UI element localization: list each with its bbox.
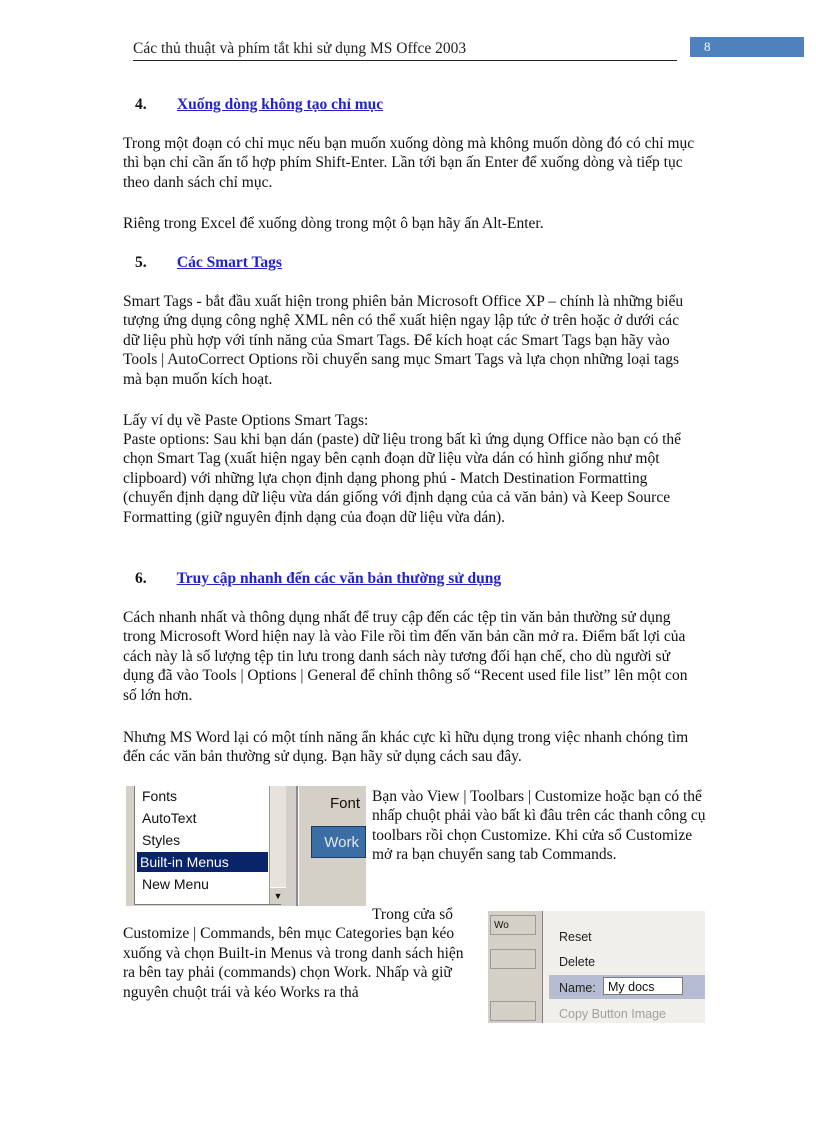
- context-menu: [542, 911, 705, 1023]
- category-item: AutoText: [142, 810, 197, 826]
- menu-item-reset: Reset: [559, 930, 592, 944]
- toolbar-button: Wo: [490, 915, 536, 935]
- section-number: 6.: [135, 570, 147, 587]
- section-6-heading: [135, 570, 501, 588]
- menu-item-copy-button-image: Copy Button Image: [559, 1007, 667, 1021]
- paragraph: Bạn vào View | Toolbars | Customize hoặc bạn có thể nhấp chuột phải vào bất kì đâu trên các thanh công cụ toolbars rồi chọn Customize. Khi cửa sổ Customize mở ra bạn chuyển sang tab Commands.: [372, 788, 706, 864]
- command-item: Font: [329, 795, 360, 812]
- menu-item-delete: Delete: [559, 955, 596, 969]
- menu-item-name-label: Name:: [559, 981, 596, 995]
- paragraph: Trong một đoạn có chỉ mục nếu bạn muốn xuống dòng mà không muốn dòng đó có chỉ mục thì bạn chỉ cần ấn tổ hợp phím Shift-Enter. Lần tới bạn ấn Enter để xuống dòng và tiếp tục theo danh sách chỉ mục.: [123, 135, 695, 191]
- section-number: 5.: [135, 254, 147, 271]
- category-item-selected: Built-in Menus: [137, 852, 268, 872]
- scrollbar: [269, 786, 286, 904]
- section-number: 4.: [135, 96, 147, 113]
- page-number: 8: [704, 39, 711, 54]
- scroll-down-icon: ▼: [270, 887, 286, 904]
- page-number-badge: [690, 37, 804, 57]
- paragraph: Lấy ví dụ về Paste Options Smart Tags:: [123, 412, 369, 429]
- toolbar-button: [490, 949, 536, 969]
- section-6-title-link[interactable]: Truy cập nhanh đến các văn bản thường sử dụng: [176, 570, 502, 587]
- paragraph: Nhưng MS Word lại có một tính năng ẩn khác cực kì hữu dụng trong việc nhanh chóng tìm đến các văn bản thường sử dụng. Bạn hãy sử dụng cách sau đây.: [123, 729, 689, 766]
- paragraph: Cách nhanh nhất và thông dụng nhất để truy cập đến các tệp tin văn bản thường sử dụng trong Microsoft Word hiện nay là vào File rồi tìm đến văn bản cần mở ra. Điểm bất lợi của cách này là số lượng tệp tin lưu trong danh sách này tương đối hạn chế, cho dù người sử dụng đã vào Tools | Options | General để chỉnh thông số “Recent used file list” lên một con số lớn hơn.: [123, 609, 688, 704]
- category-item: New Menu: [142, 876, 209, 892]
- category-item: Fonts: [142, 788, 178, 804]
- context-menu-figure: [488, 911, 705, 1023]
- paragraph: Smart Tags - bắt đầu xuất hiện trong phiên bản Microsoft Office XP – chính là những biểu tượng ứng dụng công nghệ XML nên có thể xuất hiện ngay lập tức ở trên hoặc ở dưới các dữ liệu phù hợp với tính năng của Smart Tags. Để kích hoạt các Smart Tags bạn hãy vào Tools | AutoCorrect Options rồi chuyển sang mục Smart Tags và lựa chọn những loại tags mà bạn muốn kích hoạt.: [123, 293, 684, 388]
- category-item: Styles: [142, 832, 181, 848]
- section-4-heading: [135, 96, 383, 114]
- paragraph: Riêng trong Excel để xuống dòng trong một ô bạn hãy ấn Alt-Enter.: [123, 215, 544, 232]
- command-item-selected: Work: [311, 826, 366, 858]
- divider: [296, 786, 299, 906]
- document-header-title: Các thủ thuật và phím tắt khi sử dụng MS Offce 2003: [133, 40, 467, 57]
- header-rule: [133, 60, 677, 61]
- name-field: My docs: [603, 977, 683, 995]
- paragraph: Paste options: Sau khi bạn dán (paste) dữ liệu trong bất kì ứng dụng Office nào bạn có thể chọn Smart Tag (xuất hiện ngay bên cạnh đoạn dữ liệu vừa dán có hình giống như một clipboard) với những lựa chọn định dạng phong phú - Match Destination Formatting (chuyển định dạng dữ liệu vừa dán giống với định dạng của cả văn bản) và Keep Source Formatting (giữ nguyên định dạng của đoạn dữ liệu vừa dán).: [123, 431, 682, 526]
- section-5-heading: [135, 254, 282, 272]
- section-5-title-link[interactable]: Các Smart Tags: [176, 254, 282, 271]
- customize-dialog-figure: [126, 786, 366, 906]
- categories-listbox: [134, 786, 281, 905]
- toolbar-button: [490, 1001, 536, 1021]
- paragraph-wrapped: Trong cửa sổ Customize | Commands, bên mục Categories bạn kéo xuống và chọn Built-in Menus và trong danh sách hiện ra bên tay phải (commands) chọn Work. Nhấp và giữ nguyên chuột trái và kéo Works ra thả: [123, 906, 464, 1001]
- section-4-title-link[interactable]: Xuống dòng không tạo chỉ mục: [176, 96, 384, 113]
